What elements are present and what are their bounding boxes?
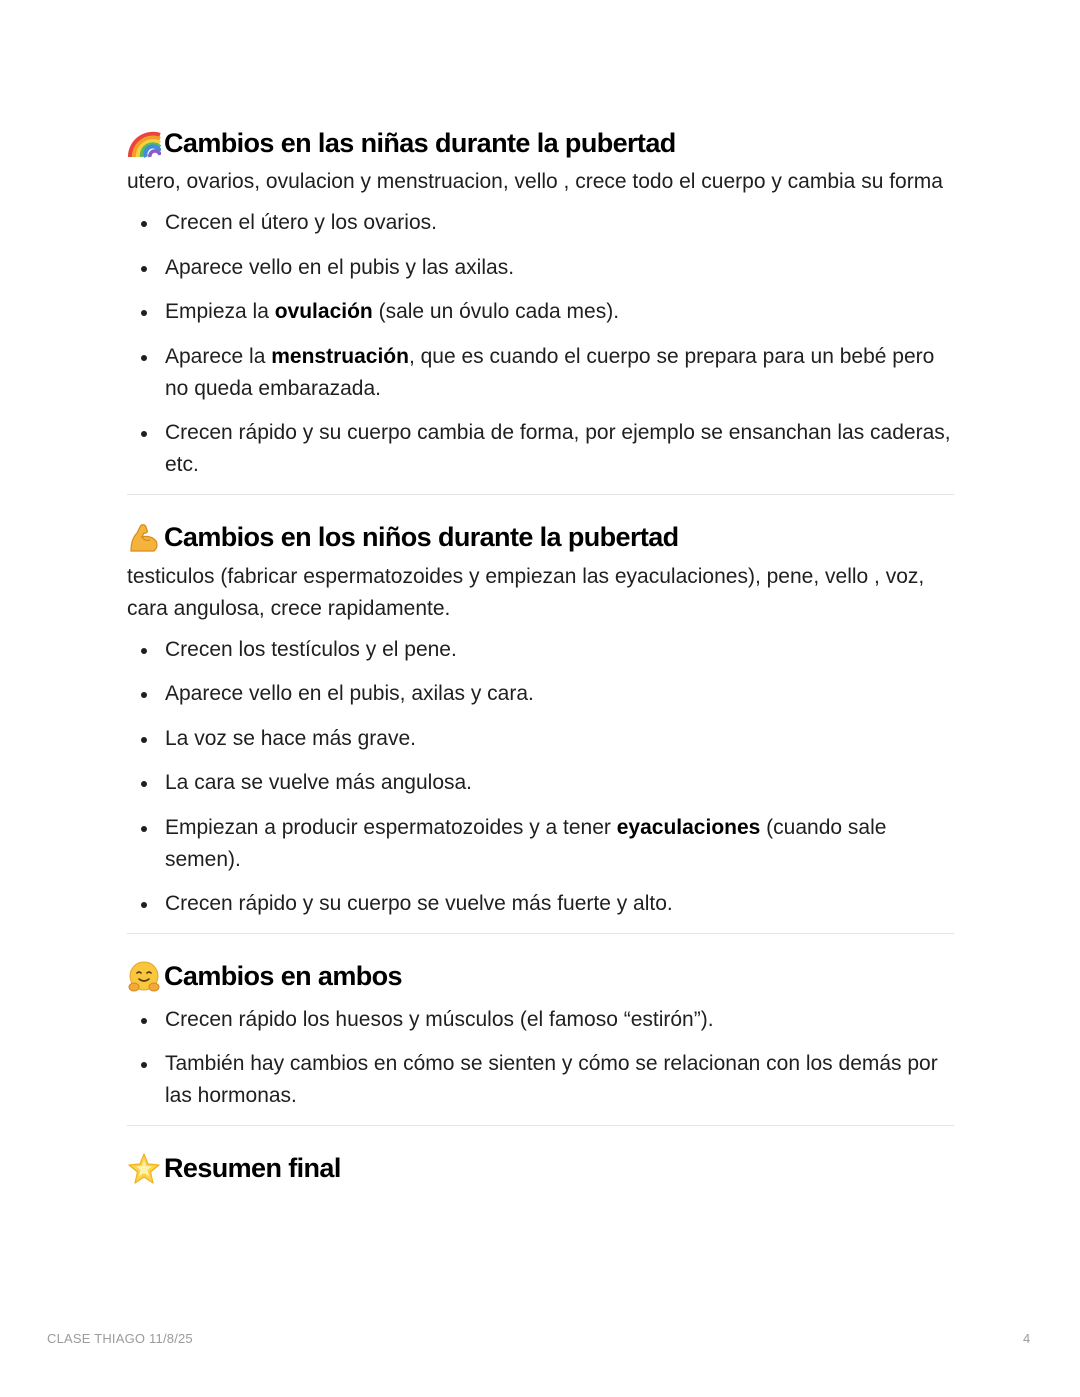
section-ambos [127,958,954,1113]
divider [127,933,954,934]
section-ninos [127,519,954,921]
bullet-list [127,1004,954,1113]
list-item: Empiezan a producir espermatozoides y a tener eyaculaciones (cuando sale semen). [127,812,954,876]
hugging-face-icon [127,960,161,994]
list-item: Empieza la ovulación (sale un óvulo cada mes). [127,296,954,328]
section-resumen [127,1150,954,1188]
section-title: Cambios en ambos [164,961,402,991]
flexed-biceps-icon [127,521,161,555]
section-heading [127,519,954,557]
list-item: La voz se hace más grave. [127,723,954,755]
list-item: Crecen rápido los huesos y músculos (el famoso “estirón”). [127,1004,954,1036]
divider [127,494,954,495]
bullet-list [127,207,954,481]
section-heading [127,958,954,996]
bullet-list [127,634,954,921]
section-note: utero, ovarios, ovulacion y menstruacion, vello , crece todo el cuerpo y cambia su forma [127,170,943,193]
section-title: Cambios en los niños durante la pubertad [164,522,679,552]
list-item: Crecen los testículos y el pene. [127,634,954,666]
section-title: Resumen final [164,1153,341,1183]
list-item: Crecen rápido y su cuerpo se vuelve más fuerte y alto. [127,888,954,920]
divider [127,1125,954,1126]
page-number: 4 [1023,1331,1031,1346]
list-item: También hay cambios en cómo se sienten y cómo se relacionan con los demás por las hormonas. [127,1048,954,1112]
footer-label: CLASE THIAGO 11/8/25 [47,1331,193,1346]
list-item: Aparece la menstruación, que es cuando el cuerpo se prepara para un bebé pero no queda embarazada. [127,341,954,405]
section-note: testiculos (fabricar espermatozoides y empiezan las eyaculaciones), pene, vello , voz, cara angulosa, crece rapidamente. [127,564,925,620]
list-item: La cara se vuelve más angulosa. [127,767,954,799]
list-item: Aparece vello en el pubis y las axilas. [127,252,954,284]
section-ninas [127,124,954,481]
rainbow-icon [127,126,161,160]
section-heading [127,124,954,162]
section-title: Cambios en las niñas durante la pubertad [164,127,676,158]
list-item: Crecen el útero y los ovarios. [127,207,954,239]
page-content [127,124,954,1188]
section-heading [127,1150,954,1188]
glowing-star-icon [127,1152,161,1186]
list-item: Crecen rápido y su cuerpo cambia de forma, por ejemplo se ensanchan las caderas, etc. [127,417,954,481]
list-item: Aparece vello en el pubis, axilas y cara. [127,678,954,710]
